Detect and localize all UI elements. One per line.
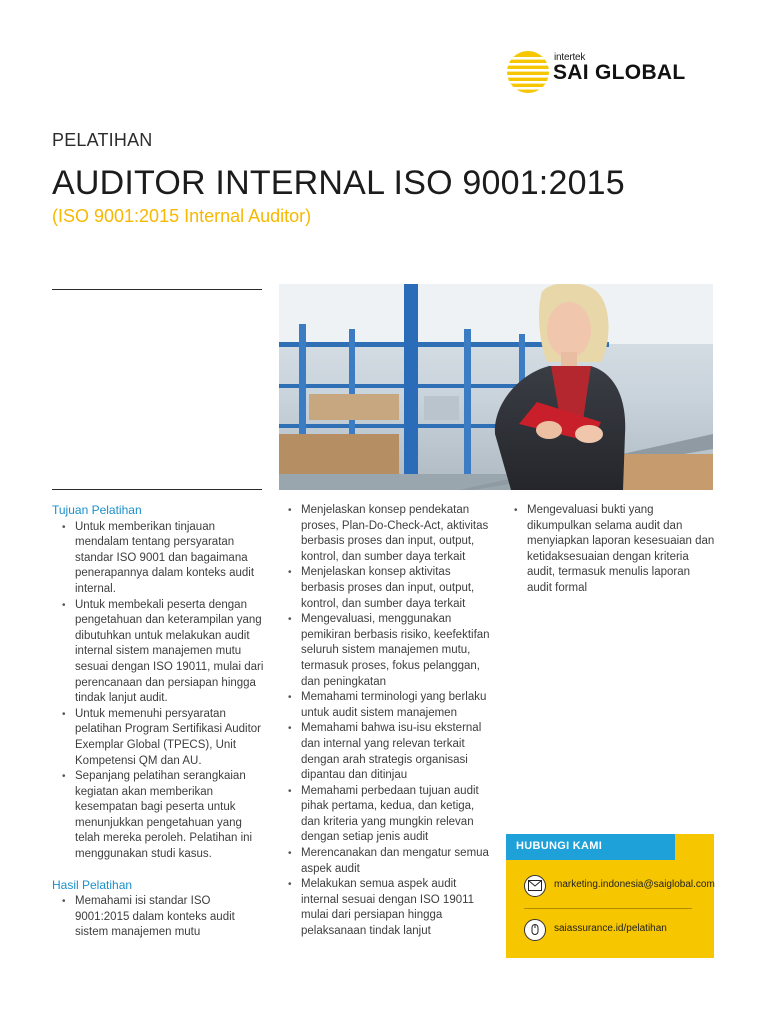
list-item: • Mengevaluasi, menggunakan pemikiran berbasis risiko, keefektifan seluruh sistem manajemen mutu, termasuk proses, fokus pelanggan, dan peningkatan xyxy=(278,612,494,690)
contact-divider xyxy=(524,908,692,909)
list-item: • Menjelaskan konsep aktivitas berbasis proses dan input, output, kontrol, dan sumber daya terkait xyxy=(278,565,494,612)
list-item: • Memahami perbedaan tujuan audit pihak pertama, kedua, dan ketiga, dan kriteria yang mungkin relevan dengan setiap jenis audit xyxy=(278,784,494,846)
logo-intertek-text: intertek xyxy=(554,52,586,63)
contact-box xyxy=(506,834,714,958)
list-item: • Memahami bahwa isu-isu eksternal dan internal yang relevan terkait dengan arah strategis organisasi dipantau dan ditinjau xyxy=(278,721,494,783)
warehouse-auditor-image xyxy=(279,284,713,490)
page-title: AUDITOR INTERNAL ISO 9001:2015 xyxy=(52,164,625,202)
top-divider xyxy=(52,289,262,290)
auditor-photo xyxy=(279,284,713,490)
column-left xyxy=(52,503,268,941)
sun-logo-icon xyxy=(506,50,550,94)
middle-list xyxy=(278,503,494,940)
hasil-list xyxy=(52,894,268,941)
mouse-icon xyxy=(524,919,546,941)
list-item: • Merencanakan dan mengatur semua aspek audit xyxy=(278,846,494,877)
website-link[interactable] xyxy=(524,919,714,941)
contact-email[interactable]: marketing.indonesia@saiglobal.com xyxy=(554,879,715,890)
logo-brand-name: SAI GLOBAL xyxy=(553,61,686,84)
contact-header xyxy=(506,834,675,860)
list-item: • Melakukan semua aspek audit internal sesuai dengan ISO 19011 mulai dari persiapan hingga pelaksanaan tindak lanjut xyxy=(278,877,494,939)
hasil-heading: Hasil Pelatihan xyxy=(52,877,133,892)
list-item: • Memahami terminologi yang berlaku untuk audit sistem manajemen xyxy=(278,690,494,721)
list-item: • Untuk memenuhi persyaratan pelatihan Program Sertifikasi Auditor Exemplar Global (TPECS), Unit Kompetensi QM dan AU. xyxy=(52,707,268,769)
list-item: • Sepanjang pelatihan serangkaian kegiatan akan memberikan kesempatan bagi peserta untuk menunjukkan pengetahuan yang telah mereka peroleh. Pelatihan ini menggunakan studi kasus. xyxy=(52,769,268,863)
tujuan-list xyxy=(52,520,268,863)
page-kicker: PELATIHAN xyxy=(52,130,153,150)
contact-website[interactable]: saiassurance.id/pelatihan xyxy=(554,923,667,934)
list-item: • Untuk membekali peserta dengan pengetahuan dan keterampilan yang dibutuhkan untuk melakukan audit internal sistem manajemen mutu sesuai dengan ISO 19011, mulai dari perencanaan dan persiapan hingga tindak lanjut audit. xyxy=(52,598,268,707)
sai-global-logo xyxy=(506,48,718,92)
column-middle xyxy=(278,503,494,940)
email-link[interactable] xyxy=(524,875,714,897)
page-subtitle: (ISO 9001:2015 Internal Auditor) xyxy=(52,206,312,226)
tujuan-heading: Tujuan Pelatihan xyxy=(52,503,142,517)
list-item: • Menjelaskan konsep pendekatan proses, Plan-Do-Check-Act, aktivitas berbasis proses dan input, output, kontrol, dan sumber daya terkait xyxy=(278,503,494,565)
right-list xyxy=(504,503,716,597)
list-item: • Untuk memberikan tinjauan mendalam tentang persyaratan standar ISO 9001 dan bagaimana penerapannya dalam konteks audit internal. xyxy=(52,520,268,598)
envelope-icon xyxy=(524,875,546,897)
list-item: • Mengevaluasi bukti yang dikumpulkan selama audit dan menyiapkan laporan kesesuaian dan ketidaksesuaian dengan kriteria audit, termasuk menulis laporan audit formal xyxy=(504,503,716,597)
contact-heading: HUBUNGI KAMI xyxy=(516,840,603,852)
bottom-divider xyxy=(52,489,262,490)
list-item: • Memahami isi standar ISO 9001:2015 dalam konteks audit sistem manajemen mutu xyxy=(52,894,268,941)
column-right xyxy=(504,503,716,597)
